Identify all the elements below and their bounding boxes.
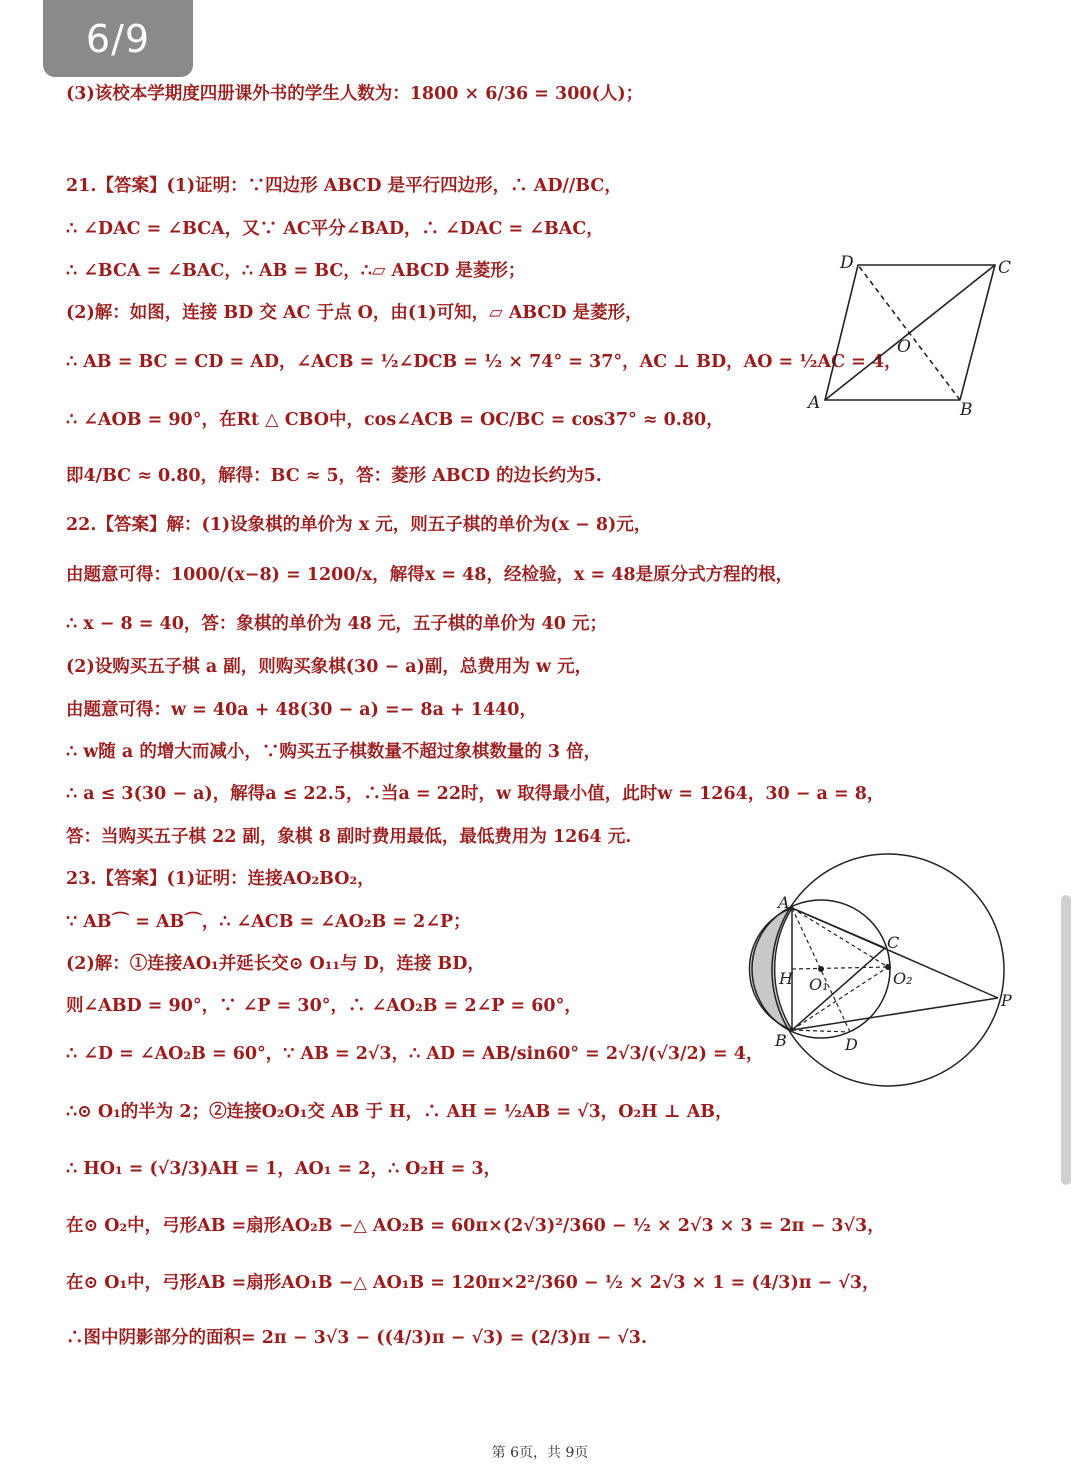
text-line-q22-b: 由题意可得：1000/(x−8) = 1200/x，解得x = 48，经检验，x = 48是原分式方程的根，	[66, 565, 794, 585]
text-line-q23-f: ∴⊙ O₁的半为 2；②连接O₂O₁交 AB 于 H，∴ AH = ½AB = √3，O₂H ⊥ AB，	[66, 1102, 733, 1122]
text-line-q23-g: ∴ HO₁ = (√3/3)AH = 1，AO₁ = 2，∴ O₂H = 3，	[66, 1159, 502, 1179]
text-line-q23-j: ∴图中阴影部分的面积= 2π − 3√3 − ((4/3)π − √3) = (2/3)π − √3.	[66, 1328, 648, 1348]
page-footer: 第 6页，共 9页	[491, 1445, 589, 1461]
text-line-q21-d: (2)解：如图，连接 BD 交 AC 于点 O，由(1)可知，▱ ABCD 是菱形，	[66, 303, 643, 323]
scrollbar-thumb[interactable]	[1061, 895, 1071, 1185]
label-c2: C	[887, 933, 900, 952]
text-line-q21-g: 即4/BC ≈ 0.80，解得：BC ≈ 5，答：菱形 ABCD 的边长约为5.	[66, 466, 602, 486]
text-line-q22-e: 由题意可得：w = 40a + 48(30 − a) =− 8a + 1440，	[66, 700, 537, 720]
text-line-q22-h: 答：当购买五子棋 22 副，象棋 8 副时费用最低，最低费用为 1264 元.	[66, 827, 632, 847]
text-line-q23-b: ∵ AB⌒ = AB⌒，∴ ∠ACB = ∠AO₂B = 2∠P；	[66, 912, 471, 932]
circles-figure	[745, 850, 1025, 1090]
label-o2: O₂	[893, 969, 913, 988]
segment-ac	[792, 908, 885, 948]
segment-bd	[792, 1030, 850, 1032]
text-line-q23-header: 23.【答案】(1)证明：连接AO₂BO₂，	[66, 869, 375, 889]
text-line-q21-b: ∴ ∠DAC = ∠BCA，又∵ AC平分∠BAD，∴ ∠DAC = ∠BAC，	[66, 219, 604, 239]
label-a: A	[808, 393, 821, 413]
label-b2: B	[775, 1031, 787, 1050]
text-line-q20-3: (3)该校本学期度四册课外书的学生人数为：1800 × 6/36 = 300(人)；	[66, 84, 644, 104]
text-line-q22-c: ∴ x − 8 = 40，答：象棋的单价为 48 元，五子棋的单价为 40 元；	[66, 614, 607, 634]
text-line-q23-c: (2)解：①连接AO₁并延长交⊙ O₁₁与 D，连接 BD，	[66, 954, 485, 974]
label-p2: P	[1001, 991, 1012, 1010]
text-line-q21-header: 21.【答案】(1)证明：∵四边形 ABCD 是平行四边形，∴ AD//BC，	[66, 176, 622, 196]
segment-bo2	[792, 967, 888, 1030]
text-line-q23-h: 在⊙ O₂中，弓形AB =扇形AO₂B −△ AO₂B = 60π×(2√3)²/360 − ½ × 2√3 × 3 = 2π − 3√3，	[66, 1216, 885, 1236]
text-line-q21-c: ∴ ∠BCA = ∠BAC，∴ AB = BC，∴▱ ABCD 是菱形；	[66, 261, 526, 281]
diagonal-bd	[858, 265, 960, 400]
label-d: D	[840, 253, 854, 273]
text-line-q22-g: ∴ a ≤ 3(30 − a)，解得a ≤ 22.5，∴当a = 22时，w 取得最小值，此时w = 1264，30 − a = 8，	[66, 784, 885, 804]
page-indicator-badge: 6/9	[43, 0, 193, 77]
rhombus-figure	[800, 245, 1030, 420]
text-line-q23-i: 在⊙ O₁中，弓形AB =扇形AO₁B −△ AO₁B = 120π×2²/360 − ½ × 2√3 × 1 = (4/3)π − √3，	[66, 1273, 880, 1293]
text-line-q21-f: ∴ ∠AOB = 90°，在Rt △ CBO中，cos∠ACB = OC/BC = cos37° ≈ 0.80，	[66, 410, 724, 430]
label-c: C	[998, 258, 1012, 278]
label-o1: O₁	[809, 975, 829, 994]
text-line-q21-e: ∴ AB = BC = CD = AD，∠ACB = ½∠DCB = ½ × 74° = 37°，AC ⊥ BD，AO = ½AC = 4，	[66, 352, 902, 372]
label-b: B	[960, 400, 973, 420]
text-line-q22-f: ∴ w随 a 的增大而减小，∵购买五子棋数量不超过象棋数量的 3 倍，	[66, 742, 602, 762]
label-d2: D	[845, 1035, 858, 1054]
point-o2	[885, 964, 891, 970]
label-h2: H	[779, 969, 793, 988]
text-line-q22-header: 22.【答案】解：(1)设象棋的单价为 x 元，则五子棋的单价为(x − 8)元，	[66, 515, 652, 535]
text-line-q23-d: 则∠ABD = 90°，∵ ∠P = 30°，∴ ∠AO₂B = 2∠P = 60°，	[66, 996, 582, 1016]
point-o1	[818, 966, 824, 972]
text-line-q22-d: (2)设购买五子棋 a 副，则购买象棋(30 − a)副，总费用为 w 元，	[66, 657, 593, 677]
label-a2: A	[778, 893, 790, 912]
text-line-q23-e: ∴ ∠D = ∠AO₂B = 60°，∵ AB = 2√3，∴ AD = AB/sin60° = 2√3/(√3/2) = 4，	[66, 1044, 764, 1064]
label-o: O	[897, 337, 911, 357]
segment-ho2	[792, 967, 888, 969]
